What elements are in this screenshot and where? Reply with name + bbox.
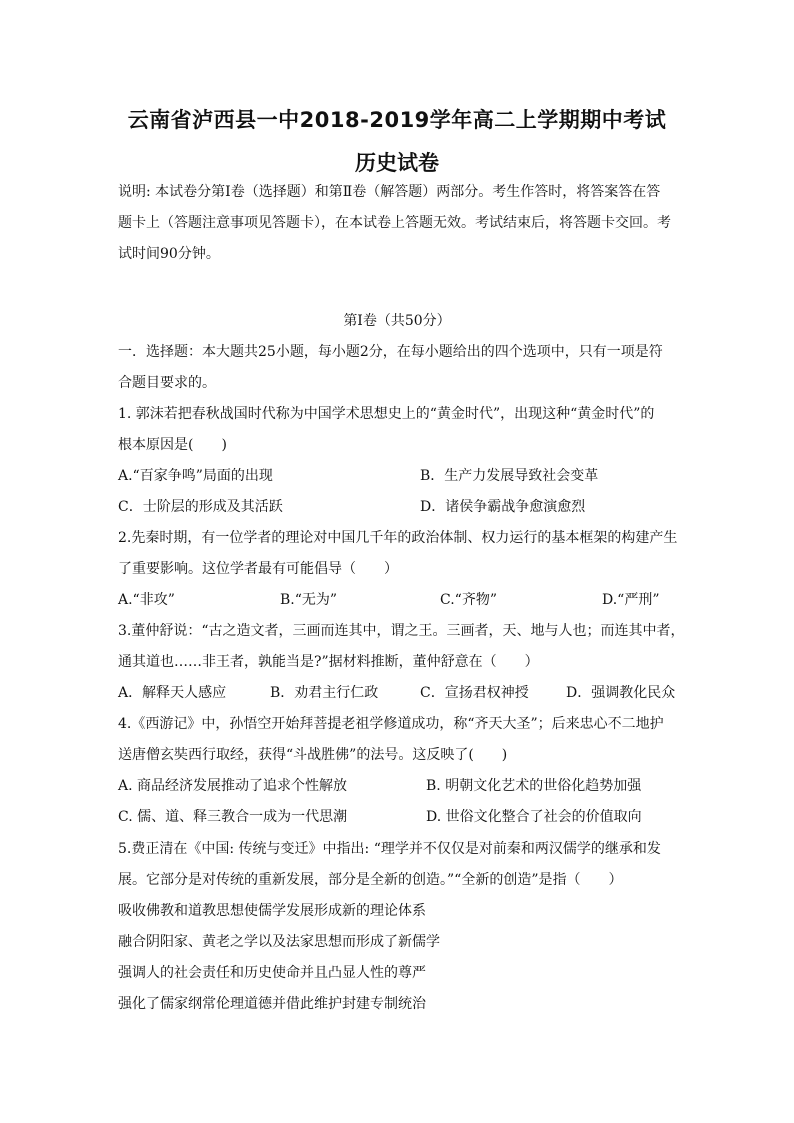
question-stem: 通其道也……非王者，孰能当是?”据材料推断，董仲舒意在（ ）: [118, 654, 539, 670]
option-row: [118, 492, 678, 523]
question-stem: 2.先秦时期，有一位学者的理论对中国几千年的政治体制、权力运行的基本框架的构建产生: [118, 530, 678, 546]
option-d: D．诸侯争霸战争愈演愈烈: [420, 499, 586, 515]
instructions-line: 题卡上（答题注意事项见答题卡），在本试卷上答题无效。考试结束后，将答题卡交回。考: [118, 215, 671, 231]
question-5: [118, 834, 678, 1020]
question-stem: 送唐僧玄奘西行取经，获得“斗战胜佛”的法号。这反映了( ): [118, 747, 508, 763]
option-row: [118, 771, 678, 802]
option-a: A.“非攻”: [118, 592, 175, 608]
option-a: A.“百家争鸣”局面的出现: [118, 468, 273, 484]
option-d: D.“严刑”: [602, 592, 660, 608]
question-stem: 5.费正清在《中国: 传统与变迁》中指出: “理学并不仅仅是对前秦和两汉儒学的继承和发: [118, 841, 661, 857]
exam-title: 云南省泸西县一中2018-2019学年高二上学期期中考试: [127, 108, 667, 132]
question-stem: 了重要影响。这位学者最有可能倡导（ ）: [118, 561, 398, 577]
option-b: B．生产力发展导致社会变革: [420, 468, 599, 484]
option-c: C.“齐物”: [440, 592, 497, 608]
option-c: C. 儒、道、释三教合一成为一代思潮: [118, 809, 348, 825]
option-b: B．劝君主行仁政: [270, 685, 379, 701]
option-b: 融合阴阳家、黄老之学以及法家思想而形成了新儒学: [118, 934, 440, 950]
option-b: B. 明朝文化艺术的世俗化趋势加强: [426, 778, 642, 794]
option-c: C．宣扬君权神授: [420, 685, 529, 701]
option-row: [118, 585, 678, 616]
question-stem: 展。它部分是对传统的重新发展，部分是全新的创造。”“全新的创造”是指（ ）: [118, 872, 623, 888]
option-row: [118, 802, 678, 833]
question-4: [118, 709, 678, 833]
instructions: [118, 177, 678, 270]
option-row: [118, 678, 678, 709]
section-intro: [118, 337, 678, 399]
question-1: [118, 399, 678, 523]
exam-subtitle: 历史试卷: [355, 151, 439, 175]
question-stem: 1. 郭沫若把春秋战国时代称为中国学术思想史上的“黄金时代”，出现这种“黄金时代”的: [118, 406, 655, 422]
option-c: C．士阶层的形成及其活跃: [118, 499, 283, 515]
option-row: [118, 461, 678, 492]
instructions-line: 说明: 本试卷分第Ⅰ卷（选择题）和第Ⅱ卷（解答题）两部分。考生作答时，将答案答在答: [118, 184, 661, 200]
option-a: 吸收佛教和道教思想使儒学发展形成新的理论体系: [118, 903, 426, 919]
option-a: A. 商品经济发展推动了追求个性解放: [118, 778, 348, 794]
section-intro-line: 一．选择题：本大题共25小题，每小题2分，在每小题给出的四个选项中，只有一项是符: [118, 344, 663, 360]
section-intro-line: 合题目要求的。: [118, 375, 216, 391]
section-title: 第Ⅰ卷（共50分）: [343, 313, 451, 329]
option-a: A．解释天人感应: [118, 685, 227, 701]
option-d: D. 世俗文化整合了社会的价值取向: [426, 809, 642, 825]
question-stem: 3.董仲舒说：“古之造文者，三画而连其中，谓之王。三画者，天、地与人也；而连其中者，: [118, 623, 685, 639]
option-c: 强调人的社会责任和历史使命并且凸显人性的尊严: [118, 965, 426, 981]
option-d: D．强调教化民众: [566, 685, 676, 701]
instructions-line: 试时间90分钟。: [118, 246, 220, 262]
question-stem: 根本原因是( ): [118, 437, 227, 453]
question-stem: 4.《西游记》中，孙悟空开始拜菩提老祖学修道成功，称“齐天大圣”；后来忠心不二地护: [118, 716, 664, 732]
option-b: B.“无为”: [280, 592, 338, 608]
option-d: 强化了儒家纲常伦理道德并借此维护封建专制统治: [118, 996, 426, 1012]
question-2: [118, 523, 678, 616]
question-3: [118, 616, 685, 709]
